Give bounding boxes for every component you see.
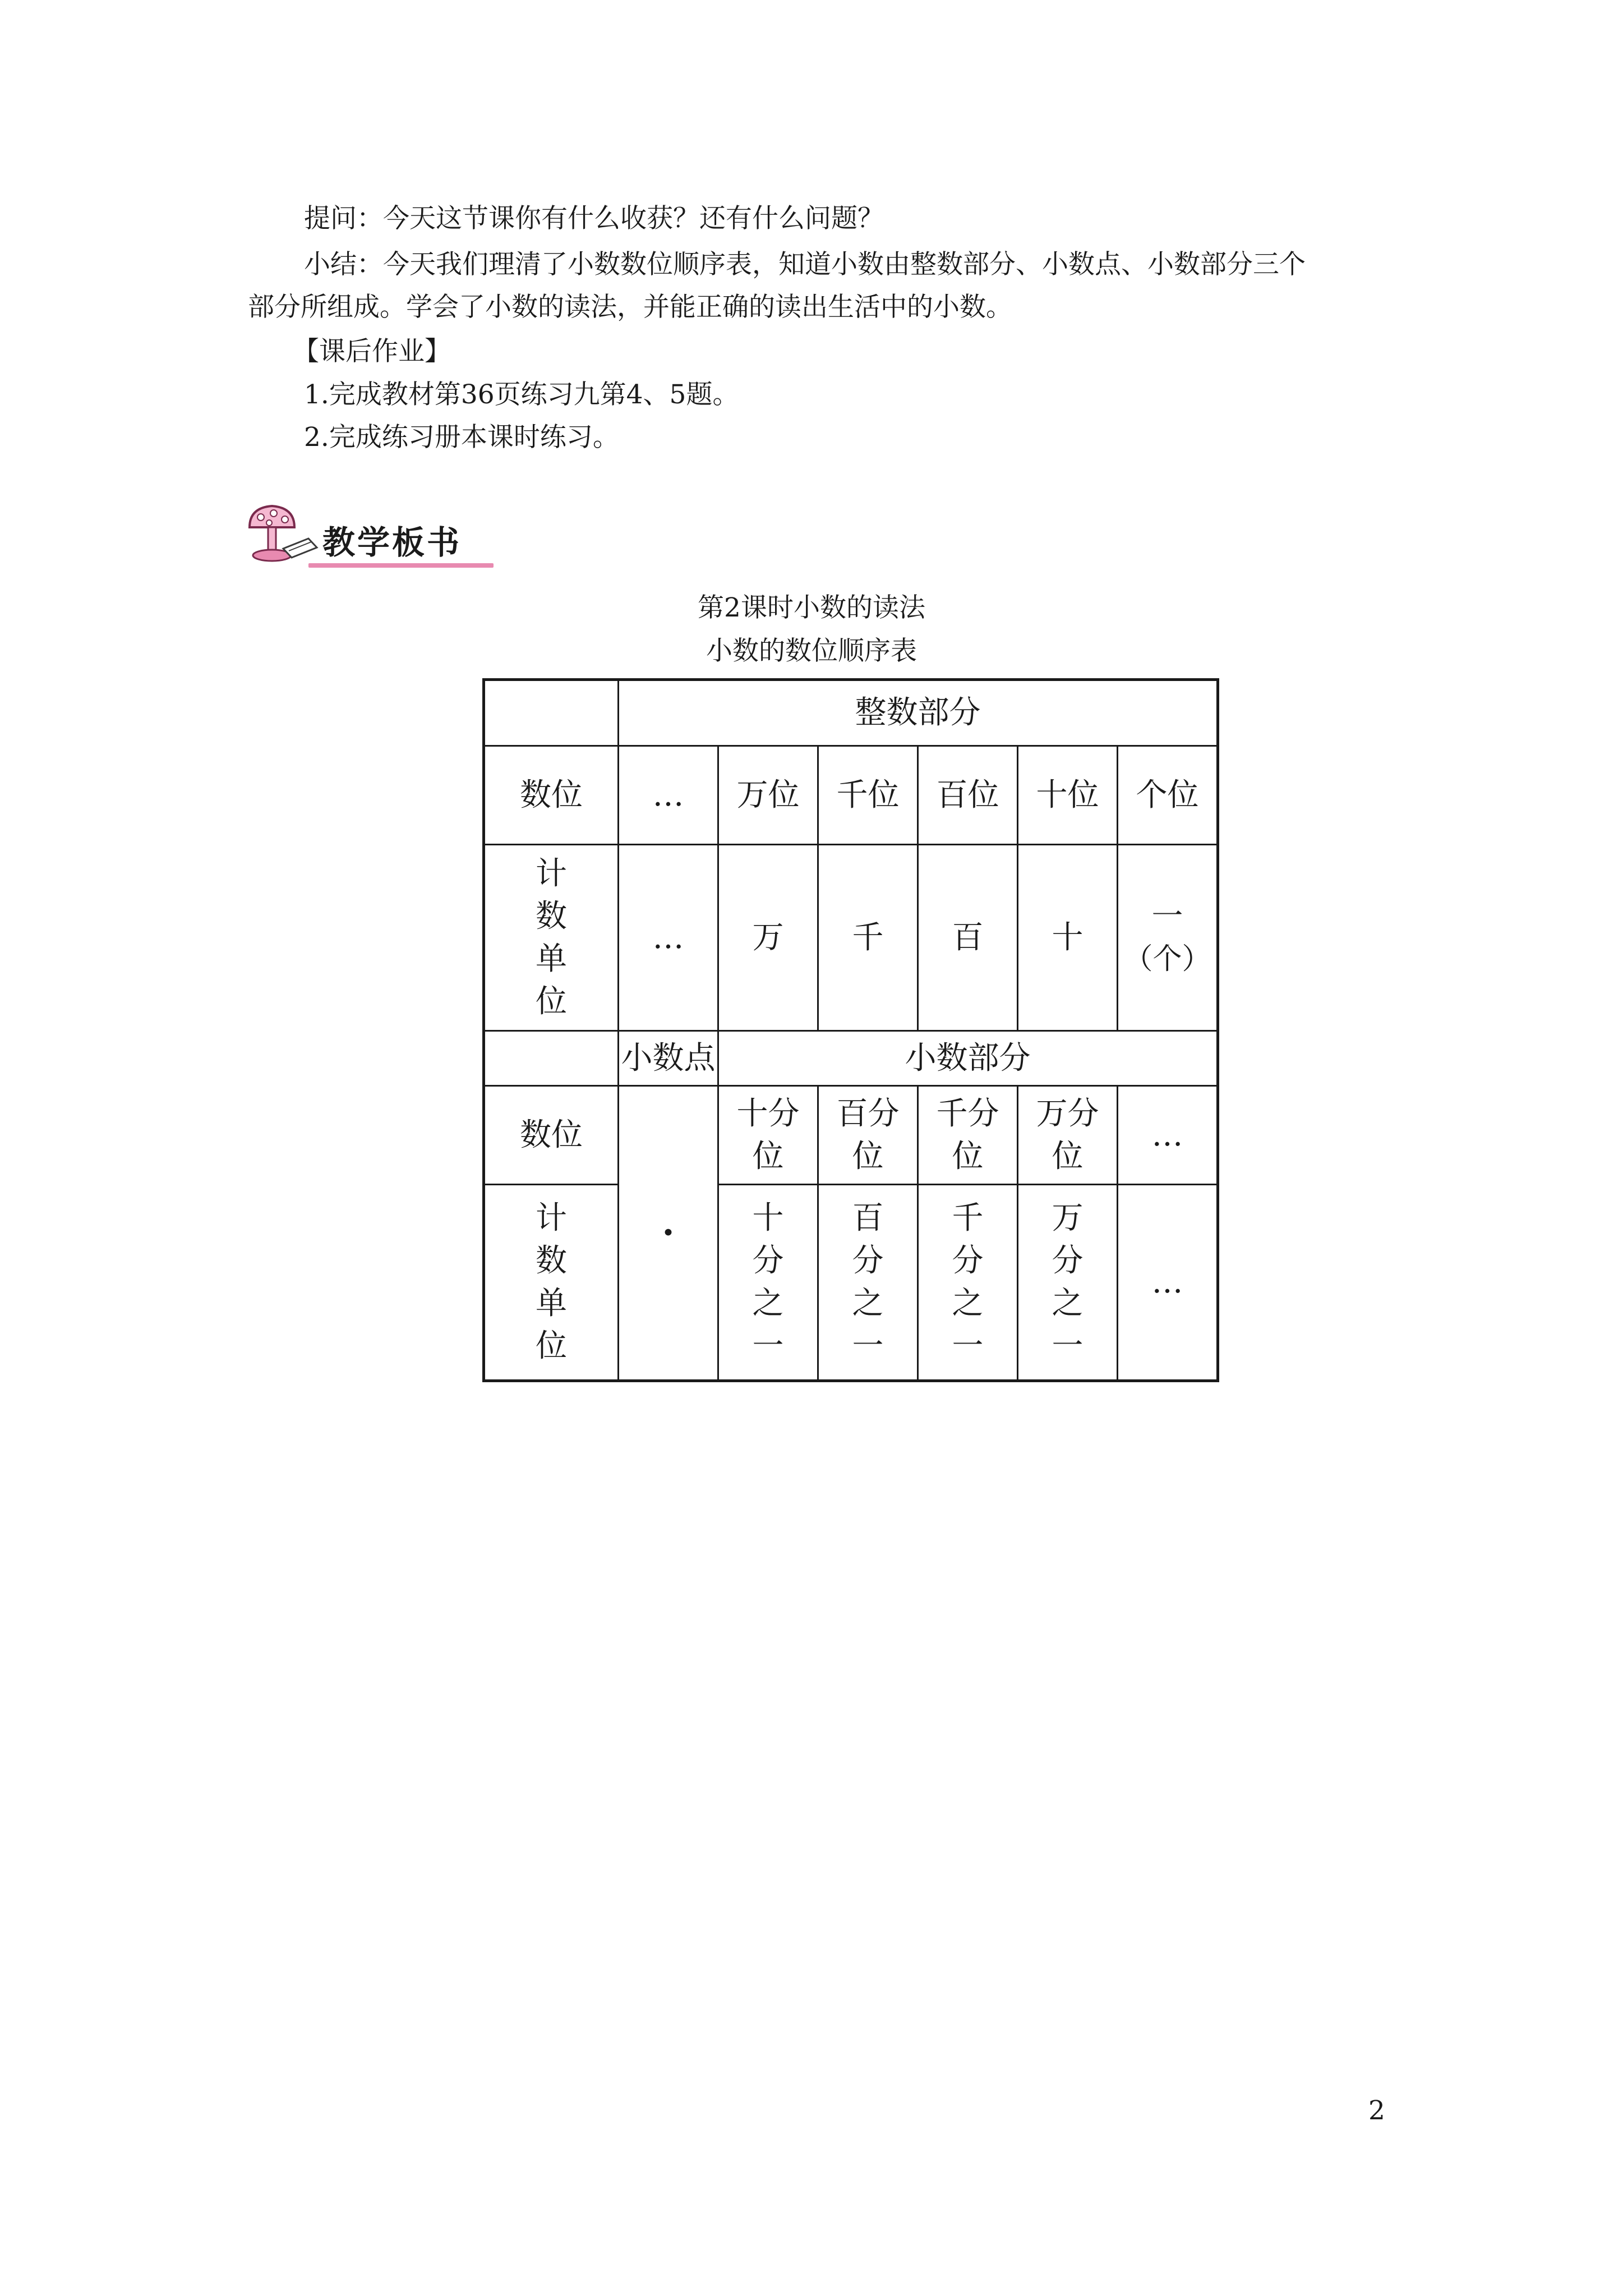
decimal-part-header: 小数部分: [718, 1031, 1218, 1086]
empty-corner-cell: [484, 680, 619, 746]
decimal-unit-cell: 万分之一: [1018, 1185, 1118, 1381]
row-label-unit: 计数单位: [484, 1185, 619, 1381]
decimal-place-cell: 百分位: [818, 1086, 918, 1185]
ones-unit-note: （个）: [1123, 942, 1211, 976]
integer-place-cell: 千位: [818, 746, 918, 845]
summary-line-1: 小结：今天我们理清了小数数位顺序表，知道小数由整数部分、小数点、小数部分三个: [304, 249, 1306, 280]
row-label-unit: 计数单位: [484, 845, 619, 1031]
table-title: 小数的数位顺序表: [706, 636, 917, 666]
decimal-place-cell: 千分位: [918, 1086, 1018, 1185]
integer-unit-cell-ones: [1118, 845, 1218, 1031]
lesson-title: 第2课时小数的读法: [698, 592, 925, 623]
empty-label-cell: [484, 1031, 619, 1086]
page-number: 2: [1368, 2095, 1385, 2126]
homework-item-2: 2.完成练习册本课时练习。: [304, 422, 619, 453]
integer-part-header: 整数部分: [619, 680, 1218, 746]
integer-place-cell: 百位: [918, 746, 1018, 845]
decimal-unit-cell: 十分之一: [718, 1185, 818, 1381]
integer-place-cell: …: [619, 746, 718, 845]
decimal-place-value-table: [482, 678, 1219, 1382]
section-title: 教学板书: [322, 523, 462, 562]
integer-unit-cell: 千: [818, 845, 918, 1031]
decimal-place-cell: 万分位: [1018, 1086, 1118, 1185]
homework-heading: 【课后作业】: [293, 336, 451, 367]
question-paragraph: 提问：今天这节课你有什么收获？还有什么问题？: [304, 203, 884, 234]
homework-item-1: 1.完成教材第36页练习九第4、5题。: [304, 379, 739, 410]
ones-unit-text: 一: [1151, 898, 1183, 935]
integer-unit-cell: …: [619, 845, 718, 1031]
integer-unit-cell: 万: [718, 845, 818, 1031]
integer-place-cell: 个位: [1118, 746, 1218, 845]
integer-unit-cell: 百: [918, 845, 1018, 1031]
integer-place-cell: 万位: [718, 746, 818, 845]
decimal-unit-cell: …: [1118, 1185, 1218, 1381]
integer-unit-cell: 十: [1018, 845, 1118, 1031]
decimal-place-cell: …: [1118, 1086, 1218, 1185]
summary-line-2: 部分所组成。学会了小数的读法，并能正确的读出生活中的小数。: [248, 292, 1012, 323]
integer-place-cell: 十位: [1018, 746, 1118, 845]
row-label-place: 数位: [484, 1086, 619, 1185]
section-underline: [308, 563, 494, 568]
decimal-point-header: 小数点: [619, 1031, 718, 1086]
decimal-unit-cell: 百分之一: [818, 1185, 918, 1381]
row-label-place: 数位: [484, 746, 619, 845]
decimal-place-cell: 十分位: [718, 1086, 818, 1185]
decimal-point-cell: ·: [619, 1086, 718, 1381]
decimal-unit-cell: 千分之一: [918, 1185, 1018, 1381]
